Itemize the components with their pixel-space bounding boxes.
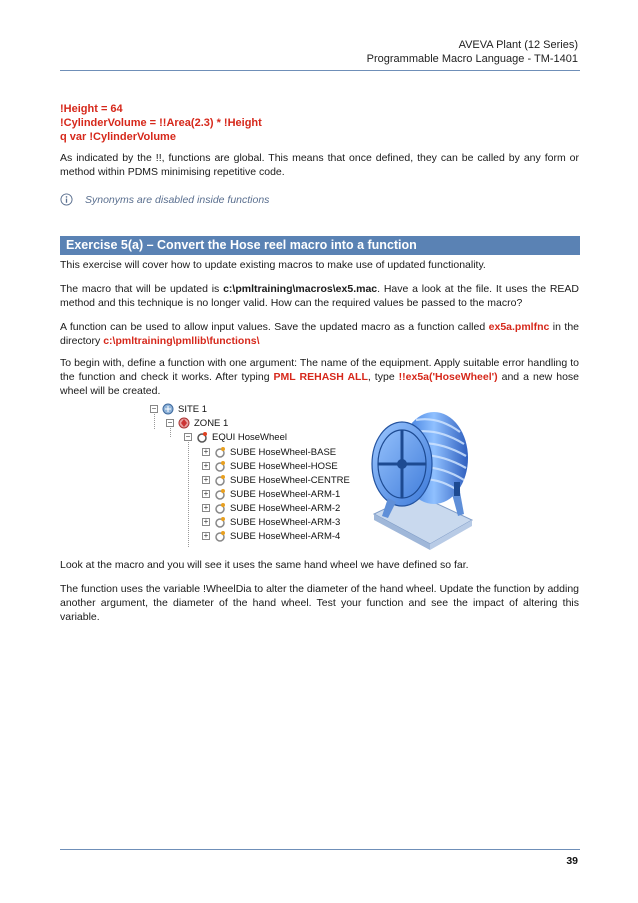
subequipment-icon [214, 488, 226, 500]
subequipment-icon [214, 474, 226, 486]
function-filename: ex5a.pmlfnc [488, 321, 550, 333]
equipment-icon [196, 431, 208, 443]
tree-node-label: SUBE HoseWheel-HOSE [230, 460, 338, 472]
paragraph-macro-handwheel: Look at the macro and you will see it uses the same hand wheel we have defined so far. [60, 559, 469, 571]
expand-icon[interactable]: + [203, 447, 209, 456]
text-run: , type [367, 371, 399, 383]
tree-node-sube-arm-2[interactable] [202, 502, 340, 514]
header-product: AVEVA Plant (12 Series) [458, 39, 578, 51]
site-icon [162, 403, 174, 415]
text-run: and a new hose wheel will be created. [60, 371, 580, 397]
zone-icon [178, 417, 190, 429]
text-run: . Have a look at the file. It uses the READ method and this technique is no longer valid. How can the required values be passed to the macro? [60, 283, 579, 309]
tree-node-label: EQUI HoseWheel [212, 431, 287, 443]
collapse-icon[interactable]: − [167, 418, 173, 427]
tree-node-label: SUBE HoseWheel-ARM-3 [230, 516, 341, 528]
note-text: Synonyms are disabled inside functions [85, 193, 270, 206]
exercise-intro: This exercise will cover how to update existing macros to make use of updated functionality. [60, 259, 486, 271]
page-number: 39 [566, 855, 578, 867]
subequipment-icon [214, 530, 226, 542]
tree-node-equipment[interactable] [184, 431, 287, 443]
paragraph-wheel-diameter: The function uses the variable !WheelDia to alter the diameter of the hand wheel. Update the function by adding another argument, the diameter of the hand wheel. Test your function and see the impact of altering this variable. [60, 583, 579, 623]
code-line: !CylinderVolume = !!Area(2.3) * !Height [60, 117, 262, 129]
expand-icon[interactable]: + [203, 517, 209, 526]
subequipment-icon [214, 516, 226, 528]
code-line: !Height = 64 [60, 103, 123, 115]
subequipment-icon [214, 502, 226, 514]
code-line: q var !CylinderVolume [60, 131, 176, 143]
text-run: A function can be used to allow input values. Save the updated macro as a function called [60, 321, 489, 333]
tree-node-label: SUBE HoseWheel-ARM-4 [230, 530, 341, 542]
function-directory: c:\pmltraining\pmllib\functions\ [103, 335, 260, 347]
subequipment-icon [214, 460, 226, 472]
tree-node-zone[interactable] [166, 417, 228, 429]
expand-icon[interactable]: + [203, 531, 209, 540]
text-run: The macro that will be updated is [60, 283, 224, 295]
paragraph-functions-global: As indicated by the !!, functions are global. This means that once defined, they can be called by any form or method within PDMS minimising repetitive code. [60, 152, 579, 178]
tree-node-label: SUBE HoseWheel-BASE [230, 446, 337, 458]
page-header [367, 38, 578, 66]
tree-node-sube-arm-4[interactable] [202, 530, 340, 542]
info-icon [60, 193, 73, 206]
exercise-function-paragraph [60, 320, 579, 348]
tree-node-label: ZONE 1 [194, 417, 229, 429]
tree-node-label: SUBE HoseWheel-ARM-2 [230, 502, 341, 514]
exercise-define-paragraph [60, 356, 579, 398]
text-run: in the directory [60, 321, 579, 347]
exercise-heading: Exercise 5(a) – Convert the Hose reel macro into a function [60, 236, 580, 255]
collapse-icon[interactable]: − [151, 404, 157, 413]
tree-node-sube-hose[interactable] [202, 460, 338, 472]
collapse-icon[interactable]: − [185, 432, 191, 441]
tree-node-label: SUBE HoseWheel-CENTRE [230, 474, 350, 486]
header-course: Programmable Macro Language - TM-1401 [366, 53, 578, 65]
expand-icon[interactable]: + [203, 461, 209, 470]
tree-node-site[interactable] [150, 403, 207, 415]
exercise-macro-paragraph [60, 282, 579, 310]
expand-icon[interactable]: + [203, 489, 209, 498]
header-rule [60, 70, 580, 71]
tree-node-sube-centre[interactable] [202, 474, 350, 486]
tree-node-sube-base[interactable] [202, 446, 336, 458]
footer-rule [60, 849, 580, 850]
expand-icon[interactable]: + [203, 475, 209, 484]
note-synonyms [60, 193, 269, 206]
subequipment-icon [214, 446, 226, 458]
function-call: !!ex5a('HoseWheel') [398, 371, 498, 383]
text-run: To begin with, define a function with one argument: The name of the equipment. Apply suitable error handling to the function and check it works. After typing [60, 357, 579, 383]
tree-node-label: SITE 1 [178, 403, 208, 415]
hose-reel-illustration [368, 398, 478, 550]
rehash-command: PML REHASH ALL [273, 371, 368, 383]
tree-node-sube-arm-1[interactable] [202, 488, 340, 500]
expand-icon[interactable]: + [203, 503, 209, 512]
macro-path: c:\pmltraining\macros\ex5.mac [223, 283, 378, 295]
tree-node-sube-arm-3[interactable] [202, 516, 340, 528]
tree-node-label: SUBE HoseWheel-ARM-1 [230, 488, 341, 500]
code-block [60, 102, 262, 144]
